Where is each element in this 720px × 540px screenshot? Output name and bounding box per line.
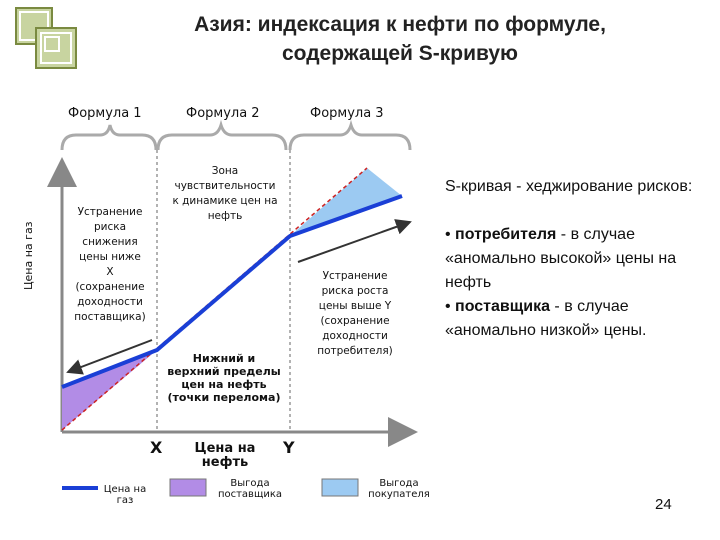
sensitivity-zone-label bbox=[165, 164, 285, 224]
title-line-1: Азия: индексация к нефти по формуле, bbox=[194, 13, 606, 36]
x-axis-label-line-2: нефть bbox=[201, 455, 249, 470]
breakpoints-label bbox=[166, 352, 282, 404]
left-note-line: (сохранение bbox=[75, 281, 145, 293]
brace-formula-3 bbox=[290, 125, 410, 150]
legend-buyer-label bbox=[362, 478, 436, 500]
left-note-line: поставщика) bbox=[74, 311, 146, 323]
right-panel-bullet-consumer bbox=[445, 223, 715, 295]
formula-1-label: Формула 1 bbox=[68, 106, 142, 121]
legend-buyer-swatch bbox=[322, 479, 358, 496]
bullet-consumer-rest: - в случае «аномально высокой» цены на нефть bbox=[445, 226, 677, 291]
zone-line-4: нефть bbox=[207, 210, 243, 222]
left-note-line: X bbox=[106, 266, 114, 278]
zone-line-3: к динамике цен на bbox=[172, 195, 278, 207]
breakpoints-line: Нижний и bbox=[192, 352, 256, 365]
right-panel-bullet-supplier bbox=[445, 295, 715, 343]
bullet-dot: • bbox=[445, 298, 456, 315]
legend-supplier-line-1: Выгода bbox=[230, 478, 270, 489]
title-line-2: содержащей S-кривую bbox=[281, 42, 518, 65]
breakpoints-line: верхний пределы bbox=[167, 365, 281, 378]
legend-gas-price-label bbox=[98, 484, 152, 506]
legend-gas-line-2: газ bbox=[116, 495, 134, 506]
left-note-line: Устранение bbox=[77, 206, 143, 218]
bullet-dot: • bbox=[445, 226, 456, 243]
legend-gas-line-1: Цена на bbox=[103, 484, 147, 495]
page-number: 24 bbox=[655, 496, 672, 513]
legend-supplier-label bbox=[213, 478, 287, 500]
breakpoints-line: (точки перелома) bbox=[167, 391, 281, 404]
y-axis-label: Цена на газ bbox=[22, 221, 35, 290]
left-note-line: цены ниже bbox=[79, 251, 141, 263]
legend-supplier-line-2: поставщика bbox=[217, 489, 283, 500]
formula-3-label: Формула 3 bbox=[310, 106, 384, 121]
left-note-line: доходности bbox=[77, 296, 143, 308]
bullet-supplier-rest: - в случае «аномально низкой» цены. bbox=[445, 298, 647, 339]
left-note-line: снижения bbox=[82, 236, 138, 248]
right-note bbox=[305, 269, 405, 359]
supplier-benefit-area bbox=[62, 350, 157, 430]
right-note-line: доходности bbox=[322, 330, 388, 342]
right-note-line: потребителя) bbox=[317, 345, 393, 357]
left-note bbox=[66, 205, 154, 325]
right-note-line: (сохранение bbox=[320, 315, 390, 327]
right-note-line: риска роста bbox=[321, 285, 389, 297]
right-note-line: Устранение bbox=[322, 270, 388, 282]
right-panel-heading: S-кривая - хеджирование рисков: bbox=[445, 178, 693, 195]
y-point-label: Y bbox=[283, 438, 295, 457]
bullet-supplier-bold: поставщика bbox=[455, 298, 550, 315]
zone-line-2: чувствительности bbox=[174, 180, 276, 192]
x-point-label: X bbox=[150, 438, 163, 457]
legend-supplier-swatch bbox=[170, 479, 206, 496]
formula-2-label: Формула 2 bbox=[186, 106, 260, 121]
legend-buyer-line-1: Выгода bbox=[379, 478, 419, 489]
brace-formula-1 bbox=[62, 125, 156, 150]
breakpoints-line: цен на нефть bbox=[181, 378, 267, 391]
left-note-line: риска bbox=[93, 221, 127, 233]
bullet-consumer-bold: потребителя bbox=[455, 226, 557, 243]
x-axis-label bbox=[182, 442, 268, 470]
brace-formula-2 bbox=[158, 125, 286, 150]
right-note-line: цены выше Y bbox=[318, 300, 392, 312]
x-axis-label-line-1: Цена на bbox=[194, 441, 256, 456]
zone-line-1: Зона bbox=[211, 165, 239, 177]
legend-buyer-line-2: покупателя bbox=[368, 489, 430, 500]
